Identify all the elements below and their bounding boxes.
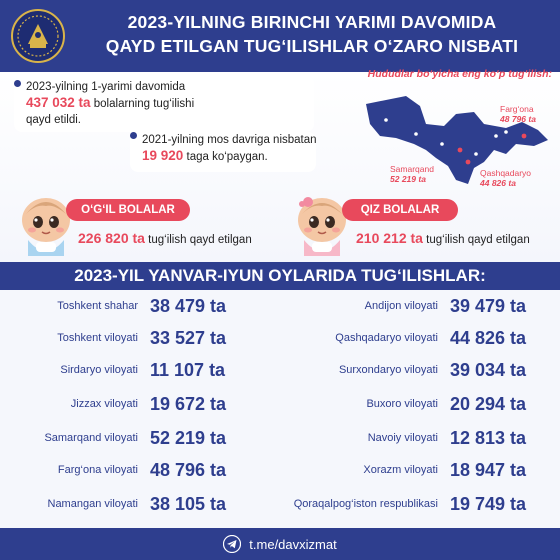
footer-bar <box>0 528 560 560</box>
region-name: Samarqand viloyati <box>44 432 138 444</box>
region-name: Qashqadaryo viloyati <box>335 332 438 344</box>
region-name: Buxoro viloyati <box>366 398 438 410</box>
region-name: Andijon viloyati <box>364 300 438 312</box>
bullet-icon <box>14 80 21 87</box>
increase-line-1: 2021-yilning mos davriga nisbatan <box>142 134 317 146</box>
region-row <box>0 292 560 326</box>
region-value: 39 479 ta <box>450 296 527 316</box>
girls-badge: QIZ BOLALAR <box>342 199 458 221</box>
girls-suffix: tug‘ilish qayd etilgan <box>426 234 530 246</box>
telegram-link[interactable]: t.me/davxizmat <box>249 536 337 552</box>
increase-line-2 <box>142 148 322 165</box>
map-label-samarqand-name: Samarqand <box>390 164 434 174</box>
region-value: 52 219 ta <box>150 428 227 448</box>
telegram-icon <box>223 535 241 553</box>
summary-total-text <box>26 79 306 128</box>
title-line-1: 2023-YILNING BIRINCHI YARIMI DAVOMIDA <box>127 12 497 32</box>
bullet-icon <box>130 132 137 139</box>
region-name: Sirdaryo viloyati <box>60 364 138 376</box>
region-value: 48 796 ta <box>150 460 227 480</box>
map-title: Hududlar bo‘yicha eng ko‘p tug‘ilish: <box>367 68 552 80</box>
region-name: Toshkent shahar <box>57 300 138 312</box>
region-name: Navoiy viloyati <box>367 432 438 444</box>
header-bar <box>0 0 560 72</box>
region-value: 20 294 ta <box>450 394 527 414</box>
region-value: 19 672 ta <box>150 394 227 414</box>
region-value: 12 813 ta <box>450 428 527 448</box>
map-label-fargona-name: Farg‘ona <box>500 104 534 114</box>
map-label-qashqadaryo <box>480 168 531 188</box>
increase-value: 19 920 <box>142 148 184 163</box>
summary-line-2-text: bolalarning tug‘ilishi <box>93 98 195 110</box>
summary-line-1: 2023-yilning 1-yarimi davomida <box>26 81 186 93</box>
region-value: 33 527 ta <box>150 328 227 348</box>
boys-suffix: tug‘ilish qayd etilgan <box>148 234 252 246</box>
region-row <box>0 490 560 524</box>
page-title <box>74 10 550 58</box>
emblem-icon <box>10 8 66 64</box>
increase-line-2-text: taga ko‘paygan. <box>186 151 268 163</box>
region-row <box>0 456 560 490</box>
summary-line-3: qayd etildi. <box>26 114 81 126</box>
section-title: 2023-YIL YANVAR-IYUN OYLARIDA TUG‘ILISHLAR: <box>0 262 560 290</box>
footer-link-group[interactable] <box>0 528 560 560</box>
region-value: 38 105 ta <box>150 494 227 514</box>
region-row <box>0 390 560 424</box>
summary-increase-text <box>142 132 322 165</box>
region-value: 18 947 ta <box>450 460 527 480</box>
map-label-fargona <box>500 104 536 124</box>
region-value: 11 107 ta <box>150 360 226 380</box>
map-label-qashqadaryo-name: Qashqadaryo <box>480 168 532 178</box>
region-value: 39 034 ta <box>450 360 527 380</box>
map-label-qashqadaryo-value: 44 826 ta <box>480 178 516 188</box>
region-name: Farg‘ona viloyati <box>57 464 138 476</box>
region-name: Surxondaryo viloyati <box>338 364 438 376</box>
boys-value: 226 820 ta <box>78 230 145 246</box>
region-row <box>0 424 560 458</box>
region-name: Jizzax viloyati <box>70 398 138 410</box>
region-value: 44 826 ta <box>450 328 527 348</box>
region-value: 38 479 ta <box>150 296 227 316</box>
summary-line-2 <box>26 95 306 112</box>
boys-badge: O‘G‘IL BOLALAR <box>66 199 190 221</box>
girls-value: 210 212 ta <box>356 230 423 246</box>
baby-boy-icon <box>14 190 78 258</box>
total-births-value: 437 032 ta <box>26 95 91 110</box>
region-name: Qoraqalpog‘iston respublikasi <box>293 498 438 510</box>
map-label-samarqand-value: 52 219 ta <box>390 174 426 184</box>
girls-count <box>356 230 530 246</box>
region-row <box>0 324 560 358</box>
baby-girl-icon <box>290 190 354 258</box>
region-name: Toshkent viloyati <box>57 332 138 344</box>
boys-count <box>78 230 252 246</box>
title-line-2: QAYD ETILGAN TUG‘ILISHLAR O‘ZARO NISBATI <box>105 36 519 56</box>
map-label-fargona-value: 48 796 ta <box>500 114 536 124</box>
region-name: Xorazm viloyati <box>363 464 438 476</box>
map-label-samarqand <box>390 164 434 184</box>
regions-list <box>0 290 560 530</box>
region-value: 19 749 ta <box>450 494 527 514</box>
region-row <box>0 356 560 390</box>
region-name: Namangan viloyati <box>47 498 138 510</box>
